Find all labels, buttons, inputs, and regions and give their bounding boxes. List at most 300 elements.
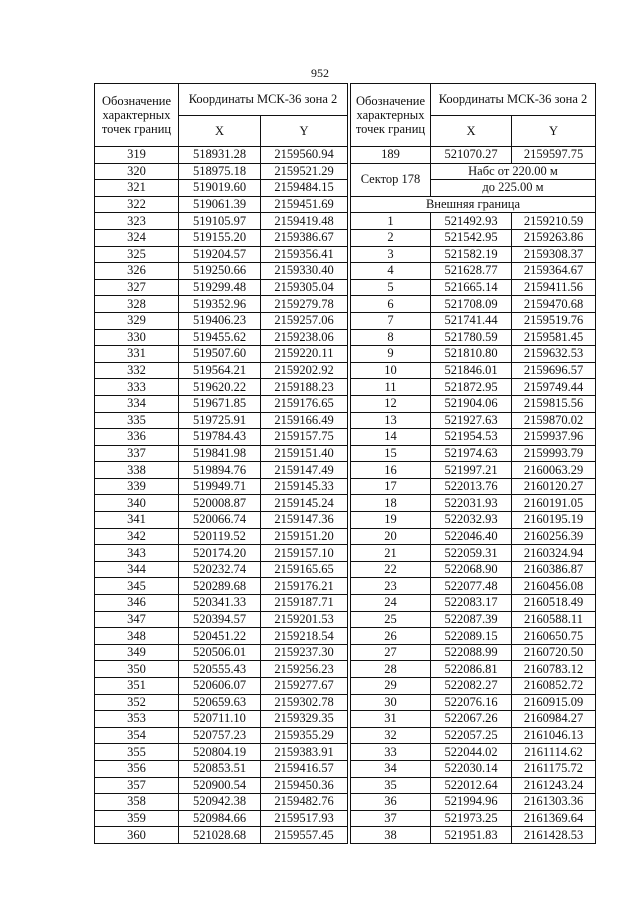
coord-x: 522083.17 [431, 595, 512, 612]
coord-y: 2159165.65 [261, 561, 348, 578]
table-row [95, 229, 348, 246]
coord-y: 2159557.45 [261, 827, 348, 844]
table-row [351, 263, 596, 280]
point-id: 352 [95, 694, 179, 711]
table-row [95, 578, 348, 595]
coord-x: 520341.33 [179, 595, 261, 612]
table-row [351, 213, 596, 230]
coord-y: 2160588.11 [512, 611, 596, 628]
coord-x: 520119.52 [179, 528, 261, 545]
point-id: 3 [351, 246, 431, 263]
point-id: 27 [351, 644, 431, 661]
table-row [95, 180, 348, 197]
table-row [95, 362, 348, 379]
point-id: 4 [351, 263, 431, 280]
coord-y: 2159256.23 [261, 661, 348, 678]
coord-x: 521904.06 [431, 395, 512, 412]
table-row [351, 595, 596, 612]
table-row [95, 661, 348, 678]
coord-y: 2159166.49 [261, 412, 348, 429]
coord-x: 521951.83 [431, 827, 512, 844]
coord-y: 2159237.30 [261, 644, 348, 661]
table-row [351, 744, 596, 761]
point-id: 10 [351, 362, 431, 379]
table-row [351, 445, 596, 462]
point-id: 331 [95, 346, 179, 363]
point-id: 22 [351, 561, 431, 578]
coord-y: 2159519.76 [512, 312, 596, 329]
coord-x: 521994.96 [431, 794, 512, 811]
table-row [95, 495, 348, 512]
point-id: 337 [95, 445, 179, 462]
header-designation: Обозначение характерных точек границ [351, 84, 431, 147]
table-row [95, 478, 348, 495]
point-id: 342 [95, 528, 179, 545]
coord-x: 521974.63 [431, 445, 512, 462]
table-row [95, 279, 348, 296]
point-id: 343 [95, 545, 179, 562]
coord-y: 2159451.69 [261, 196, 348, 213]
table-row [95, 760, 348, 777]
coord-x: 519019.60 [179, 180, 261, 197]
coord-x: 519061.39 [179, 196, 261, 213]
coord-x: 521665.14 [431, 279, 512, 296]
point-id: 338 [95, 462, 179, 479]
table-row [351, 611, 596, 628]
coord-x: 521582.19 [431, 246, 512, 263]
point-id: 32 [351, 727, 431, 744]
coord-y: 2159517.93 [261, 810, 348, 827]
table-row [351, 429, 596, 446]
table-row [95, 561, 348, 578]
table-row [351, 346, 596, 363]
point-id: 12 [351, 395, 431, 412]
point-id: 340 [95, 495, 179, 512]
table-row [351, 478, 596, 495]
point-id: 24 [351, 595, 431, 612]
coord-x: 522088.99 [431, 644, 512, 661]
coord-x: 520174.20 [179, 545, 261, 562]
coord-x: 519507.60 [179, 346, 261, 363]
coord-x: 519725.91 [179, 412, 261, 429]
coord-x: 519949.71 [179, 478, 261, 495]
coord-x: 520394.57 [179, 611, 261, 628]
point-id: 321 [95, 180, 179, 197]
point-id: 339 [95, 478, 179, 495]
coord-x: 519564.21 [179, 362, 261, 379]
point-id: 2 [351, 229, 431, 246]
point-id: 38 [351, 827, 431, 844]
coord-y: 2159560.94 [261, 147, 348, 164]
table-row [95, 246, 348, 263]
coord-y: 2160324.94 [512, 545, 596, 562]
table-row [351, 810, 596, 827]
coord-x: 521872.95 [431, 379, 512, 396]
point-id: 345 [95, 578, 179, 595]
coord-y: 2159937.96 [512, 429, 596, 446]
coord-x: 521846.01 [431, 362, 512, 379]
coord-y: 2159218.54 [261, 628, 348, 645]
header-x: X [431, 115, 512, 147]
point-id: 21 [351, 545, 431, 562]
coord-y: 2159201.53 [261, 611, 348, 628]
table-row [95, 512, 348, 529]
coord-y: 2159176.21 [261, 578, 348, 595]
coord-y: 2160518.49 [512, 595, 596, 612]
point-id: 324 [95, 229, 179, 246]
coord-x: 520711.10 [179, 711, 261, 728]
coord-y: 2159145.33 [261, 478, 348, 495]
point-id: 344 [95, 561, 179, 578]
point-id: 1 [351, 213, 431, 230]
coord-x: 521954.53 [431, 429, 512, 446]
coord-y: 2161046.13 [512, 727, 596, 744]
coord-y: 2159263.86 [512, 229, 596, 246]
coord-x: 522086.81 [431, 661, 512, 678]
coord-y: 2159364.67 [512, 263, 596, 280]
point-id: 14 [351, 429, 431, 446]
page-number: 952 [311, 66, 329, 80]
point-id: 323 [95, 213, 179, 230]
point-id: 336 [95, 429, 179, 446]
coord-y: 2159581.45 [512, 329, 596, 346]
table-row [351, 727, 596, 744]
coord-x: 519155.20 [179, 229, 261, 246]
coord-y: 2159305.04 [261, 279, 348, 296]
coord-x: 522032.93 [431, 512, 512, 529]
table-row [95, 827, 348, 844]
coord-y: 2160984.27 [512, 711, 596, 728]
table-row [95, 163, 348, 180]
point-id: 350 [95, 661, 179, 678]
coord-x: 522012.64 [431, 777, 512, 794]
coord-y: 2161114.62 [512, 744, 596, 761]
point-id: 349 [95, 644, 179, 661]
coord-x: 521973.25 [431, 810, 512, 827]
coord-y: 2159238.06 [261, 329, 348, 346]
table-row [351, 545, 596, 562]
coord-x: 521628.77 [431, 263, 512, 280]
coord-y: 2159147.36 [261, 512, 348, 529]
header-designation: Обозначение характерных точек границ [95, 84, 179, 147]
coord-x: 520853.51 [179, 760, 261, 777]
coord-y: 2159188.23 [261, 379, 348, 396]
point-id: 33 [351, 744, 431, 761]
coord-x: 521780.59 [431, 329, 512, 346]
point-id: 322 [95, 196, 179, 213]
coord-x: 519204.57 [179, 246, 261, 263]
point-id: 6 [351, 296, 431, 313]
point-id: 25 [351, 611, 431, 628]
coord-y: 2161369.64 [512, 810, 596, 827]
header-y: Y [261, 115, 348, 147]
coord-x: 521708.09 [431, 296, 512, 313]
coord-x: 519671.85 [179, 395, 261, 412]
coord-y: 2159419.48 [261, 213, 348, 230]
point-id: 320 [95, 163, 179, 180]
table-row [351, 760, 596, 777]
point-id: 346 [95, 595, 179, 612]
coord-x: 521542.95 [431, 229, 512, 246]
table-row [351, 827, 596, 844]
table-row [95, 296, 348, 313]
table-row [95, 611, 348, 628]
coord-y: 2159277.67 [261, 678, 348, 695]
header-coords-title: Координаты МСК-36 зона 2 [179, 84, 348, 116]
table-row [95, 628, 348, 645]
point-id: 357 [95, 777, 179, 794]
point-id: 18 [351, 495, 431, 512]
coord-x: 519455.62 [179, 329, 261, 346]
table-row [351, 229, 596, 246]
point-id: 356 [95, 760, 179, 777]
point-id: 341 [95, 512, 179, 529]
table-row [351, 312, 596, 329]
coord-y: 2160191.05 [512, 495, 596, 512]
coord-y: 2160720.50 [512, 644, 596, 661]
coord-y: 2161243.24 [512, 777, 596, 794]
point-id: 13 [351, 412, 431, 429]
coord-y: 2160256.39 [512, 528, 596, 545]
table-row [95, 727, 348, 744]
coord-x: 520606.07 [179, 678, 261, 695]
coord-x: 519894.76 [179, 462, 261, 479]
coordinates-table-left [94, 83, 348, 844]
table-row [95, 213, 348, 230]
coord-y: 2159696.57 [512, 362, 596, 379]
header-coords-title: Координаты МСК-36 зона 2 [431, 84, 596, 116]
coord-x: 522068.90 [431, 561, 512, 578]
point-id: 26 [351, 628, 431, 645]
coord-x: 522031.93 [431, 495, 512, 512]
coord-x: 520555.43 [179, 661, 261, 678]
coord-x: 519105.97 [179, 213, 261, 230]
table-row [351, 794, 596, 811]
coord-y: 2159355.29 [261, 727, 348, 744]
point-id: 5 [351, 279, 431, 296]
coord-x: 522046.40 [431, 528, 512, 545]
coord-x: 522059.31 [431, 545, 512, 562]
point-id: 319 [95, 147, 179, 164]
coord-y: 2159302.78 [261, 694, 348, 711]
coord-y: 2160650.75 [512, 628, 596, 645]
point-id: 11 [351, 379, 431, 396]
coord-y: 2159416.57 [261, 760, 348, 777]
table-row [95, 329, 348, 346]
table-row [351, 694, 596, 711]
table-row [351, 279, 596, 296]
table-row [351, 246, 596, 263]
coord-x: 522044.02 [431, 744, 512, 761]
coord-x: 521927.63 [431, 412, 512, 429]
coord-y: 2160456.08 [512, 578, 596, 595]
coord-x: 520451.22 [179, 628, 261, 645]
table-row [95, 694, 348, 711]
coord-x: 520232.74 [179, 561, 261, 578]
sector-depth-line2: до 225.00 м [431, 180, 596, 197]
coord-x: 519841.98 [179, 445, 261, 462]
coord-y: 2159411.56 [512, 279, 596, 296]
point-id: 328 [95, 296, 179, 313]
coord-x: 521028.68 [179, 827, 261, 844]
coord-y: 2159210.59 [512, 213, 596, 230]
coord-x: 520757.23 [179, 727, 261, 744]
coord-y: 2159386.67 [261, 229, 348, 246]
table-row [351, 512, 596, 529]
coord-y: 2159330.40 [261, 263, 348, 280]
coord-x: 522087.39 [431, 611, 512, 628]
coord-x: 522030.14 [431, 760, 512, 777]
coord-y: 2160783.12 [512, 661, 596, 678]
coord-y: 2159151.20 [261, 528, 348, 545]
table-row [95, 545, 348, 562]
coord-x: 522013.76 [431, 478, 512, 495]
table-row [351, 412, 596, 429]
point-id: 37 [351, 810, 431, 827]
table-row [351, 628, 596, 645]
table-row [351, 578, 596, 595]
coord-y: 2159145.24 [261, 495, 348, 512]
coord-x: 519406.23 [179, 312, 261, 329]
table-row [95, 595, 348, 612]
point-id: 359 [95, 810, 179, 827]
coord-y: 2159815.56 [512, 395, 596, 412]
coord-y: 2161175.72 [512, 760, 596, 777]
coord-y: 2159157.75 [261, 429, 348, 446]
table-row [95, 147, 348, 164]
coord-y: 2159329.35 [261, 711, 348, 728]
table-row [95, 777, 348, 794]
coord-x: 519784.43 [179, 429, 261, 446]
point-id: 334 [95, 395, 179, 412]
point-id: 30 [351, 694, 431, 711]
point-id: 353 [95, 711, 179, 728]
header-x: X [179, 115, 261, 147]
point-id: 17 [351, 478, 431, 495]
sector-depth-line1: Набс от 220.00 м [431, 163, 596, 180]
coord-x: 519299.48 [179, 279, 261, 296]
table-row [95, 711, 348, 728]
point-id: 351 [95, 678, 179, 695]
point-id: 329 [95, 312, 179, 329]
coord-x: 522089.15 [431, 628, 512, 645]
coord-y: 2160063.29 [512, 462, 596, 479]
coord-x: 522082.27 [431, 678, 512, 695]
table-row [95, 678, 348, 695]
coord-x: 521741.44 [431, 312, 512, 329]
coord-x: 522067.26 [431, 711, 512, 728]
coord-x: 521997.21 [431, 462, 512, 479]
table-row [95, 429, 348, 446]
table-row [351, 395, 596, 412]
outer-boundary-row [351, 196, 596, 213]
point-id: 347 [95, 611, 179, 628]
table-row [351, 362, 596, 379]
coord-y: 2159187.71 [261, 595, 348, 612]
coord-y: 2159383.91 [261, 744, 348, 761]
table-row [351, 495, 596, 512]
coord-x: 519250.66 [179, 263, 261, 280]
coord-x: 518975.18 [179, 163, 261, 180]
coord-y: 2159749.44 [512, 379, 596, 396]
point-id: 327 [95, 279, 179, 296]
coord-y: 2161303.36 [512, 794, 596, 811]
point-id: 332 [95, 362, 179, 379]
point-id: 16 [351, 462, 431, 479]
point-id: 333 [95, 379, 179, 396]
point-id: 28 [351, 661, 431, 678]
table-row [351, 462, 596, 479]
coord-y: 2159279.78 [261, 296, 348, 313]
header-row [95, 84, 348, 116]
coord-x: 521492.93 [431, 213, 512, 230]
table-row [95, 312, 348, 329]
coordinates-table-right [350, 83, 596, 844]
table-row [351, 379, 596, 396]
header-row [351, 84, 596, 116]
point-id: 29 [351, 678, 431, 695]
point-id: 31 [351, 711, 431, 728]
coord-y: 2159220.11 [261, 346, 348, 363]
table-row [351, 678, 596, 695]
table-row [95, 528, 348, 545]
table-row [95, 445, 348, 462]
coord-x: 521070.27 [431, 147, 512, 164]
coord-y: 2159176.65 [261, 395, 348, 412]
point-id: 354 [95, 727, 179, 744]
coord-x: 521810.80 [431, 346, 512, 363]
table-row [95, 412, 348, 429]
table-row [95, 644, 348, 661]
table-row [351, 329, 596, 346]
coord-y: 2159257.06 [261, 312, 348, 329]
coord-y: 2160120.27 [512, 478, 596, 495]
table-row [351, 661, 596, 678]
header-y: Y [512, 115, 596, 147]
point-id: 8 [351, 329, 431, 346]
table-row [95, 794, 348, 811]
table-row [95, 810, 348, 827]
point-id: 348 [95, 628, 179, 645]
coord-y: 2159202.92 [261, 362, 348, 379]
coord-y: 2160915.09 [512, 694, 596, 711]
coord-y: 2159450.36 [261, 777, 348, 794]
table-row [351, 147, 596, 164]
point-id: 9 [351, 346, 431, 363]
coord-x: 520804.19 [179, 744, 261, 761]
coord-y: 2159147.49 [261, 462, 348, 479]
point-id: 325 [95, 246, 179, 263]
table-row [95, 395, 348, 412]
point-id: 20 [351, 528, 431, 545]
table-row [95, 196, 348, 213]
coord-x: 519620.22 [179, 379, 261, 396]
coord-y: 2159993.79 [512, 445, 596, 462]
coord-x: 520942.38 [179, 794, 261, 811]
coord-x: 522077.48 [431, 578, 512, 595]
point-id: 326 [95, 263, 179, 280]
point-id: 335 [95, 412, 179, 429]
point-id: 358 [95, 794, 179, 811]
coord-x: 520289.68 [179, 578, 261, 595]
point-id: 330 [95, 329, 179, 346]
point-id: 360 [95, 827, 179, 844]
coord-y: 2161428.53 [512, 827, 596, 844]
point-id: 34 [351, 760, 431, 777]
coord-y: 2159356.41 [261, 246, 348, 263]
coord-y: 2159308.37 [512, 246, 596, 263]
coord-y: 2160386.87 [512, 561, 596, 578]
